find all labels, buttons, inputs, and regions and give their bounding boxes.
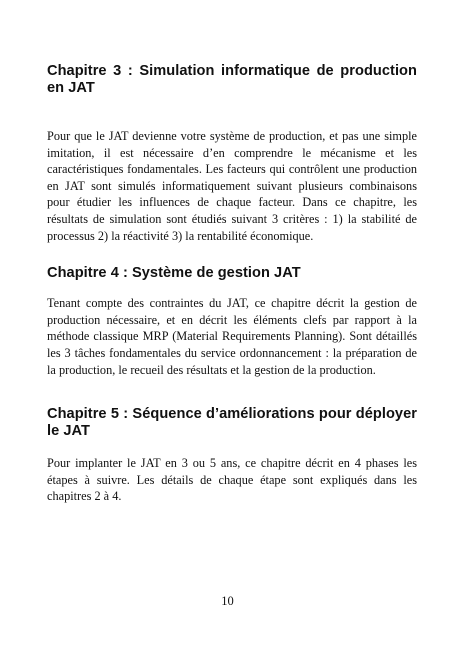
chapter-4-body: Tenant compte des contraintes du JAT, ce chapitre décrit la gestion de production nécessaire, et en décrit les éléments clefs par rapport à la méthode classique MRP (Material Requirements Planning). Sont détaillés les 3 tâches fondamentales du service ordonnancement : la préparation de la production, le recueil des résultats et la gestion de la production. (47, 296, 417, 377)
chapter-5-body: Pour implanter le JAT en 3 ou 5 ans, ce chapitre décrit en 4 phases les étapes à suivre. Les détails de chaque étape sont expliqués dans les chapitres 2 à 4. (47, 456, 417, 504)
chapter-3-title: Chapitre 3 : Simulation informatique de production en JAT (47, 63, 417, 96)
chapter-3-section (47, 63, 417, 244)
chapter-5-title: Chapitre 5 : Séquence d’améliorations pour déployer le JAT (47, 406, 417, 440)
chapter-3-body: Pour que le JAT devienne votre système de production, et pas une simple imitation, il est nécessaire d’en comprendre le mécanisme et les caractéristiques fondamentales. Les facteurs qui contrôlent une production en JAT sont simulés informatiquement suivant plusieurs combinaisons pour étudier les influences de chaque facteur. Dans ce chapitre, les résultats de simulation sont étudiés suivant 3 critères : 1) la stabilité de processus 2) la réactivité 3) la rentabilité économique. (47, 129, 417, 243)
chapter-4-title: Chapitre 4 : Système de gestion JAT (47, 265, 301, 282)
chapter-4-section (47, 265, 417, 378)
chapter-5-section (47, 406, 417, 505)
page-content (47, 63, 417, 505)
page-number: 10 (221, 594, 234, 608)
